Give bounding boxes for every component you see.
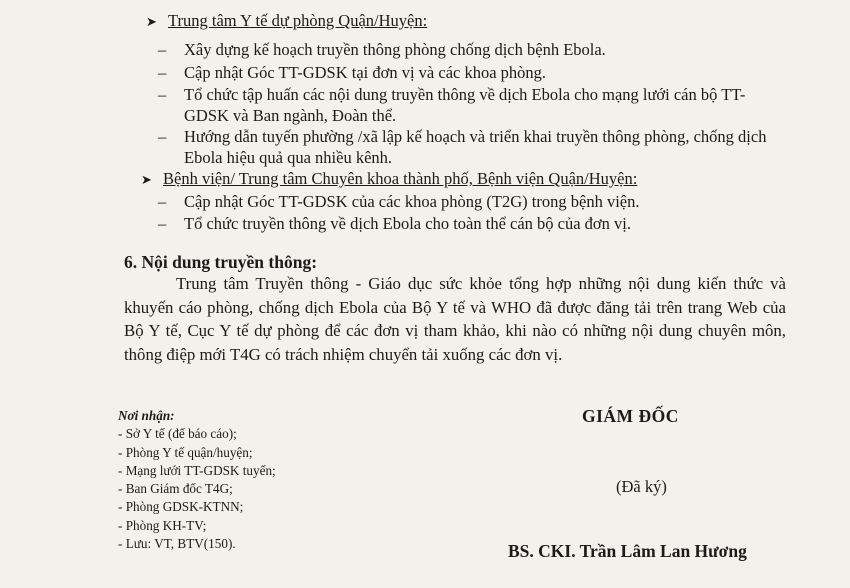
recipient-item: - Lưu: VT, BTV(150). <box>118 536 236 552</box>
signer-name: BS. CKI. Trần Lâm Lan Hương <box>508 541 747 561</box>
section-title: 6. Nội dung truyền thông: <box>124 252 318 272</box>
list-item: – Tổ chức tập huấn các nội dung truyền thông về dịch Ebola cho mạng lưới cán bộ TT-GDSK và Ban ngành, Đoàn thể. <box>158 85 746 125</box>
arrow-bullet-icon: ➤ <box>146 14 157 29</box>
dash-bullet-icon: – <box>158 192 167 211</box>
recipients-title: Nơi nhận: <box>118 408 175 423</box>
dash-bullet-icon: – <box>158 40 167 59</box>
dash-bullet-icon: – <box>158 214 167 233</box>
signature-title: GIÁM ĐỐC <box>582 406 679 426</box>
arrow-bullet-icon: ➤ <box>141 172 152 187</box>
recipient-item: - Phòng Y tế quận/huyện; <box>118 444 253 460</box>
list-item: – Hướng dẫn tuyến phường /xã lập kế hoạch và triển khai truyền thông phòng, chống dịch Ebola hiệu quả qua nhiều kênh. <box>158 127 767 167</box>
recipient-item: - Ban Giám đốc T4G; <box>118 481 233 497</box>
recipient-item: - Phòng KH-TV; <box>118 517 207 533</box>
list-item: – Cập nhật Góc TT-GDSK của các khoa phòng (T2G) trong bệnh viện. <box>158 192 640 211</box>
list-item: – Cập nhật Góc TT-GDSK tại đơn vị và các khoa phòng. <box>158 63 547 82</box>
dash-bullet-icon: – <box>158 127 167 146</box>
section-heading: ➤ Trung tâm Y tế dự phòng Quận/Huyện: <box>146 11 428 30</box>
content-paragraph: Trung tâm Truyền thông - Giáo dục sức khỏe tổng hợp những nội dung kiến thức và khuyến cáo phòng, chống dịch Ebola của Bộ Y tế và WHO đã được đăng tải trên trang Web của Bộ Y tế, Cục Y tế dự phòng để các đơn vị tham khảo, khi nào có những nội dung chuyên môn, thông điệp mới T4G có trách nhiệm chuyển tải xuống các đơn vị. <box>124 274 786 364</box>
recipient-item: - Phòng GDSK-KTNN; <box>118 499 244 515</box>
dash-bullet-icon: – <box>158 85 167 104</box>
list-item: – Tổ chức truyền thông về dịch Ebola cho toàn thể cán bộ của đơn vị. <box>158 214 631 233</box>
recipient-item: - Sở Y tế (để báo cáo); <box>118 426 237 442</box>
dash-bullet-icon: – <box>158 63 167 82</box>
list-item: – Xây dựng kế hoạch truyền thông phòng chống dịch bệnh Ebola. <box>158 40 606 59</box>
recipients-block <box>118 407 276 553</box>
section-heading: ➤ Bệnh viện/ Trung tâm Chuyên khoa thành phố, Bệnh viện Quận/Huyện: <box>141 169 638 188</box>
recipient-item: - Mạng lưới TT-GDSK tuyến; <box>118 462 276 478</box>
signature-status: (Đã ký) <box>616 477 667 496</box>
